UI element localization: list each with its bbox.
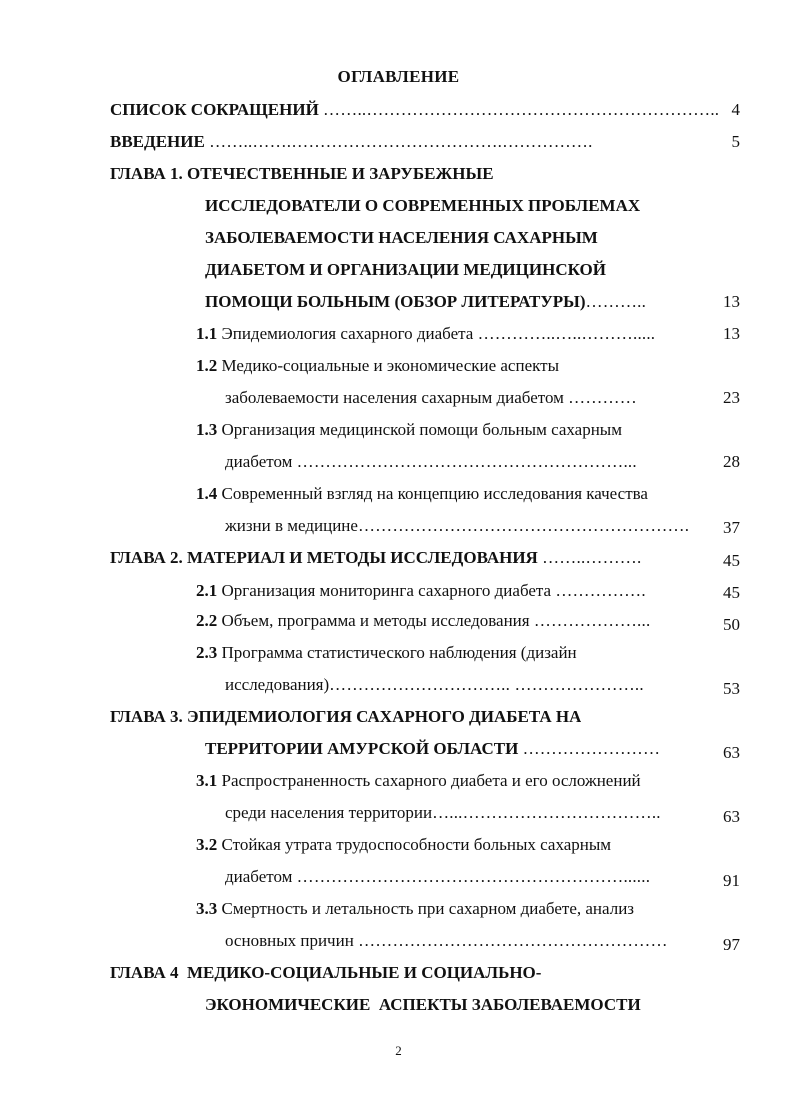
toc-entry-text: ТЕРРИТОРИИ АМУРСКОЙ ОБЛАСТИ	[205, 739, 519, 758]
toc-entry-text: диабетом	[225, 452, 293, 471]
toc-page-number: 91	[723, 871, 740, 890]
toc-chapter-3-line-1: ГЛАВА 3. ЭПИДЕМИОЛОГИЯ САХАРНОГО ДИАБЕТА НА	[110, 707, 582, 726]
toc-page-number: 23	[723, 388, 740, 407]
toc-leader-dots: ………………………………………………….	[357, 516, 690, 535]
toc-entry-text: СПИСОК СОКРАЩЕНИЙ	[110, 100, 319, 119]
toc-page-number: 97	[723, 935, 740, 954]
toc-page-number: 4	[731, 100, 740, 119]
toc-page-number: 13	[723, 324, 740, 343]
toc-page-number: 13	[723, 292, 740, 311]
toc-leader-dots: ………..	[585, 292, 647, 311]
toc-section-1-2-line-1	[196, 351, 559, 381]
toc-section-2-3-line-2	[225, 670, 644, 700]
toc-entry-text: Медико-социальные и экономические аспекты	[221, 356, 560, 375]
toc-entry-text: диабетом	[225, 867, 293, 886]
toc-leader-dots: ……..…….……………………………….…………….	[209, 132, 593, 151]
toc-entry-text: Распространенность сахарного диабета и его осложнений	[221, 771, 641, 790]
page-title: ОГЛАВЛЕНИЕ	[337, 67, 460, 86]
toc-section-number: 3.3	[196, 899, 218, 918]
toc-leader-dots: ……………………	[522, 739, 661, 758]
toc-leader-dots: ……..……………………………………………………..	[323, 100, 720, 119]
toc-page-number: 45	[723, 583, 740, 602]
toc-section-number: 1.1	[196, 324, 218, 343]
toc-page-number: 37	[723, 518, 740, 537]
toc-entry-text: среди населения территории	[225, 803, 433, 822]
toc-section-3-1-line-2	[225, 798, 661, 828]
toc-section-number: 3.1	[196, 771, 218, 790]
toc-section-number: 2.1	[196, 581, 218, 600]
toc-section-2-1	[196, 576, 646, 606]
toc-section-3-3-line-2	[225, 926, 668, 956]
toc-page-number: 5	[731, 132, 740, 151]
toc-page-number: 50	[723, 615, 740, 634]
toc-chapter-2	[110, 543, 641, 573]
toc-entry-text: Объем, программа и методы исследования	[221, 611, 530, 630]
toc-page-number: 63	[723, 807, 740, 826]
toc-chapter-1-line-2: ИССЛЕДОВАТЕЛИ О СОВРЕМЕННЫХ ПРОБЛЕМАХ	[205, 196, 641, 215]
toc-leader-dots: …………..…..……….....	[477, 324, 656, 343]
toc-entry-text: ПОМОЩИ БОЛЬНЫМ (ОБЗОР ЛИТЕРАТУРЫ)	[205, 292, 586, 311]
toc-chapter-1-line-3: ЗАБОЛЕВАЕМОСТИ НАСЕЛЕНИЯ САХАРНЫМ	[205, 228, 598, 247]
toc-chapter-1-line-4: ДИАБЕТОМ И ОРГАНИЗАЦИИ МЕДИЦИНСКОЙ	[205, 260, 606, 279]
toc-entry-text: ВВЕДЕНИЕ	[110, 132, 205, 151]
toc-leader-dots: …………	[568, 388, 637, 407]
toc-entry-text: Современный взгляд на концепцию исследования качества	[221, 484, 648, 503]
toc-section-number: 1.4	[196, 484, 218, 503]
toc-section-number: 3.2	[196, 835, 218, 854]
toc-section-1-4-line-2	[225, 511, 689, 541]
toc-leader-dots: ………………………….. …………………..	[329, 675, 644, 694]
toc-leader-dots: ……..……….	[542, 548, 642, 567]
toc-leader-dots: …………………………………………………......	[296, 867, 651, 886]
toc-section-1-2-line-2	[225, 383, 637, 413]
toc-section-3-1-line-1	[196, 766, 641, 796]
toc-page-number: 28	[723, 452, 740, 471]
toc-chapter-4-line-2: ЭКОНОМИЧЕСКИЕ АСПЕКТЫ ЗАБОЛЕВАЕМОСТИ	[205, 995, 641, 1014]
toc-section-number: 2.3	[196, 643, 218, 662]
toc-section-1-1	[196, 319, 655, 349]
toc-section-3-2-line-1	[196, 830, 611, 860]
toc-section-1-3-line-2	[225, 447, 637, 477]
toc-entry-introduction	[110, 127, 593, 157]
toc-section-number: 2.2	[196, 611, 218, 630]
toc-entry-text: Организация мониторинга сахарного диабета	[221, 581, 552, 600]
toc-entry-text: Смертность и летальность при сахарном диабете, анализ	[221, 899, 635, 918]
toc-section-number: 1.3	[196, 420, 218, 439]
toc-entry-text: исследования)	[225, 675, 330, 694]
toc-entry-text: Стойкая утрата трудоспособности больных сахарным	[221, 835, 612, 854]
toc-leader-dots: …………….	[555, 581, 646, 600]
toc-entry-text: жизни в медицине	[225, 516, 358, 535]
toc-chapter-1-line-1: ГЛАВА 1. ОТЕЧЕСТВЕННЫЕ И ЗАРУБЕЖНЫЕ	[110, 164, 494, 183]
toc-entry-text: заболеваемости населения сахарным диабетом	[225, 388, 564, 407]
toc-entry-text: Программа статистического наблюдения (дизайн	[221, 643, 577, 662]
toc-chapter-1-line-5	[205, 287, 646, 317]
page-number-footer: 2	[395, 1043, 402, 1058]
toc-section-3-2-line-2	[225, 862, 650, 892]
toc-entry-text: Организация медицинской помощи больным сахарным	[221, 420, 622, 439]
toc-entry-text: ГЛАВА 2. МАТЕРИАЛ И МЕТОДЫ ИССЛЕДОВАНИЯ	[110, 548, 538, 567]
toc-page-number: 45	[723, 551, 740, 570]
toc-section-2-2	[196, 606, 650, 636]
toc-leader-dots: …………………………………………………...	[296, 452, 637, 471]
toc-leader-dots: …...……………………………..	[432, 803, 661, 822]
toc-section-1-3-line-1	[196, 415, 622, 445]
toc-section-3-3-line-1	[196, 894, 634, 924]
toc-leader-dots: ………………………………………………	[358, 931, 668, 950]
toc-entry-text: Эпидемиология сахарного диабета	[221, 324, 474, 343]
toc-section-1-4-line-1	[196, 479, 648, 509]
toc-chapter-3-line-2	[205, 734, 660, 764]
toc-entry-abbreviations	[110, 95, 719, 125]
toc-section-number: 1.2	[196, 356, 218, 375]
toc-leader-dots: ………………...	[533, 611, 651, 630]
toc-section-2-3-line-1	[196, 638, 577, 668]
toc-page-number: 63	[723, 743, 740, 762]
toc-page-number: 53	[723, 679, 740, 698]
toc-entry-text: основных причин	[225, 931, 354, 950]
toc-chapter-4-line-1: ГЛАВА 4 МЕДИКО-СОЦИАЛЬНЫЕ И СОЦИАЛЬНО-	[110, 963, 542, 982]
